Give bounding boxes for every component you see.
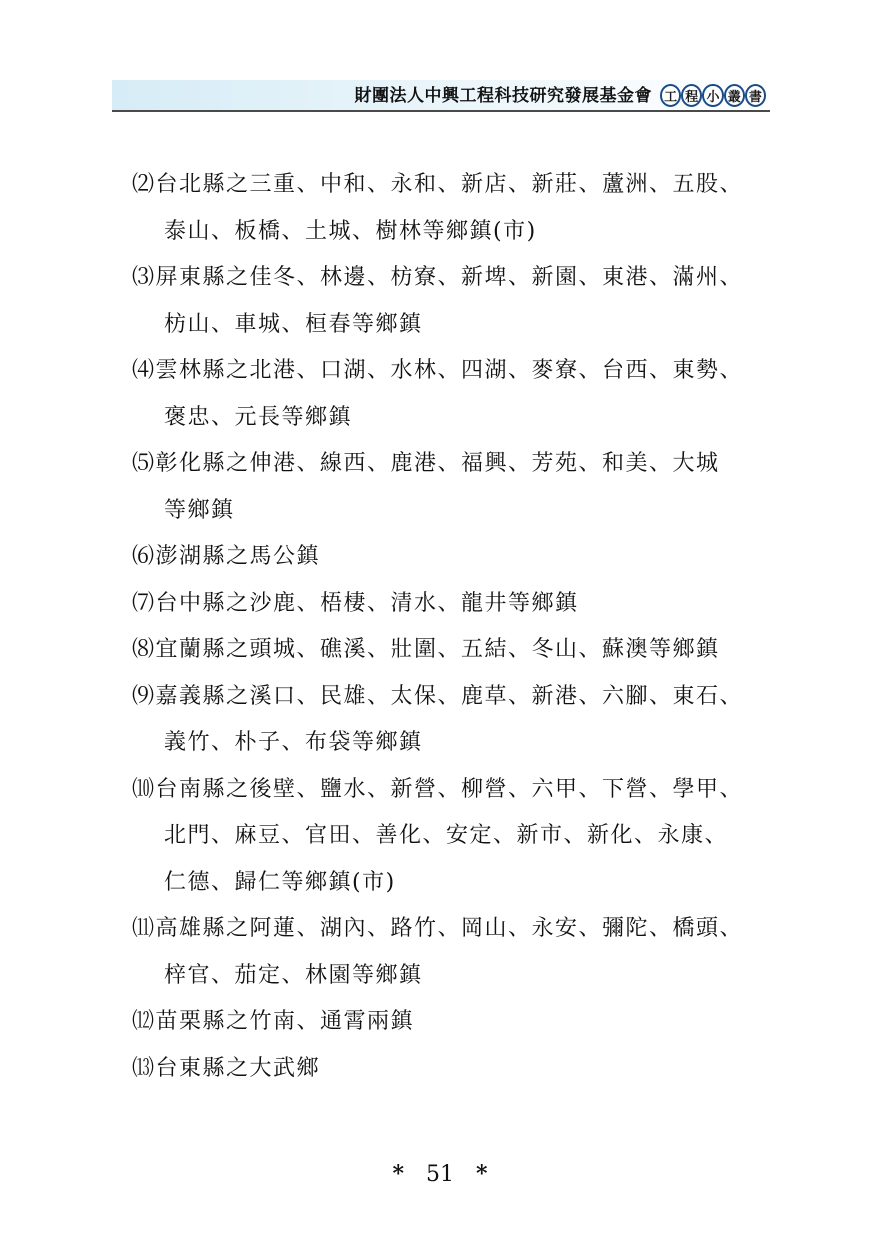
list-item-continuation: 枋山、車城、桓春等鄉鎮 <box>164 311 423 337</box>
list-item: ⑾高雄縣之阿蓮、湖內、路竹、岡山、永安、彌陀、橋頭、 <box>132 916 744 941</box>
list-item-continuation: 褒忠、元長等鄉鎮 <box>164 404 353 430</box>
footer-star-left: * <box>392 1161 404 1187</box>
page-footer <box>0 1158 880 1191</box>
header-rule <box>112 110 770 112</box>
page-number: 51 <box>426 1162 454 1187</box>
series-badge-char: 小 <box>702 84 723 107</box>
list-item: ⑻宜蘭縣之頭城、礁溪、壯圍、五結、冬山、蘇澳等鄉鎮 <box>132 637 720 662</box>
header-organization: 財團法人中興工程科技研究發展基金會 <box>354 86 652 106</box>
list-item: ⑺台中縣之沙鹿、梧棲、清水、龍井等鄉鎮 <box>132 590 579 616</box>
list-item-continuation: 梓官、茄定、林園等鄉鎮 <box>164 962 423 988</box>
list-item: ⑼嘉義縣之溪口、民雄、太保、鹿草、新港、六腳、東石、 <box>132 683 744 709</box>
list-item-continuation: 泰山、板橋、土城、樹林等鄉鎮(市) <box>164 218 537 244</box>
list-item-continuation: 等鄉鎮 <box>164 497 235 523</box>
list-item: ⑹澎湖縣之馬公鎮 <box>132 544 321 569</box>
series-badge-char: 書 <box>745 84 766 107</box>
series-badge-char: 叢 <box>724 84 745 107</box>
list-item: ⑸彰化縣之伸港、線西、鹿港、福興、芳苑、和美、大城 <box>132 451 720 476</box>
footer-star-right: * <box>476 1161 488 1187</box>
series-badge <box>660 82 766 108</box>
document-body <box>132 162 772 1092</box>
list-item: ⑷雲林縣之北港、口湖、水林、四湖、麥寮、台西、東勢、 <box>132 358 744 383</box>
list-item-continuation: 仁德、歸仁等鄉鎮(市) <box>164 869 396 895</box>
series-badge-char: 程 <box>681 84 702 107</box>
series-badge-char: 工 <box>660 84 681 107</box>
list-item: ⑽台南縣之後壁、鹽水、新營、柳營、六甲、下營、學甲、 <box>132 776 744 802</box>
list-item: ⒀台東縣之大武鄉 <box>132 1055 321 1081</box>
list-item: ⑶屏東縣之佳冬、林邊、枋寮、新埤、新園、東港、滿州、 <box>132 265 744 290</box>
list-item: ⑿苗栗縣之竹南、通霄兩鎮 <box>132 1009 415 1034</box>
list-item-continuation: 義竹、朴子、布袋等鄉鎮 <box>164 730 423 755</box>
list-item: ⑵台北縣之三重、中和、永和、新店、新莊、蘆洲、五股、 <box>132 172 744 197</box>
list-item-continuation: 北門、麻豆、官田、善化、安定、新市、新化、永康、 <box>164 823 729 848</box>
